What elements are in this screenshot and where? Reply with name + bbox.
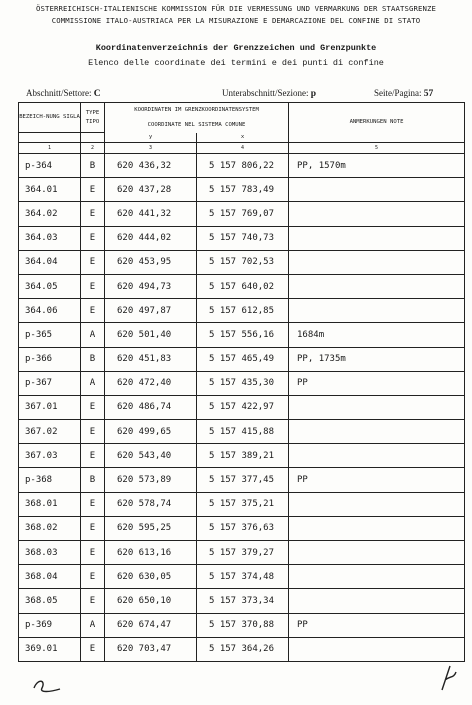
section-label: Unterabschnitt/Sezione:	[222, 88, 309, 98]
cell-note	[289, 299, 465, 323]
cell-sigla: 368.02	[19, 516, 81, 540]
cell-sigla: p-365	[19, 323, 81, 347]
cell-x: 5 157 376,63	[197, 516, 289, 540]
cell-sigla: 364.06	[19, 299, 81, 323]
cell-tipo: B	[81, 347, 105, 371]
cell-sigla: 368.04	[19, 565, 81, 589]
cell-tipo: A	[81, 371, 105, 395]
sector-label: Abschnitt/Settore:	[26, 88, 92, 98]
table-row	[19, 323, 465, 347]
cell-sigla: p-369	[19, 613, 81, 637]
cell-note: PP	[289, 371, 465, 395]
cell-x: 5 157 740,73	[197, 226, 289, 250]
cell-x: 5 157 702,53	[197, 250, 289, 274]
cell-y: 620 703,47	[105, 637, 197, 661]
cell-tipo: E	[81, 516, 105, 540]
col-header-tipo: TYPE TIPO	[81, 103, 105, 133]
cell-x: 5 157 375,21	[197, 492, 289, 516]
cell-x: 5 157 806,22	[197, 154, 289, 178]
col-header-sigla: BEZEICH-NUNG SIGLA	[19, 103, 81, 133]
cell-note	[289, 516, 465, 540]
col-header-note: ANMERKUNGEN NOTE	[289, 103, 465, 143]
cell-y: 620 486,74	[105, 395, 197, 419]
cell-sigla: 364.03	[19, 226, 81, 250]
cell-tipo: E	[81, 637, 105, 661]
cell-y: 620 578,74	[105, 492, 197, 516]
cell-sigla: 368.03	[19, 541, 81, 565]
cell-note: PP	[289, 613, 465, 637]
cell-x: 5 157 556,16	[197, 323, 289, 347]
table-row	[19, 516, 465, 540]
table-row	[19, 589, 465, 613]
cell-y: 620 472,40	[105, 371, 197, 395]
signature-left	[30, 676, 64, 696]
table-row	[19, 178, 465, 202]
cell-y: 620 573,89	[105, 468, 197, 492]
cell-sigla: 367.02	[19, 420, 81, 444]
table-row	[19, 468, 465, 492]
signature-right	[436, 662, 460, 694]
cell-note	[289, 492, 465, 516]
cell-note: PP, 1735m	[289, 347, 465, 371]
table-row	[19, 371, 465, 395]
commission-title-de: ÖSTERREICHISCH-ITALIENISCHE KOMMISSION FÜR DIE VERMESSUNG UND VERMARKUNG DER STAATSGRENZE	[36, 4, 436, 13]
table-row	[19, 541, 465, 565]
cell-note: 1684m	[289, 323, 465, 347]
cell-y: 620 453,95	[105, 250, 197, 274]
cell-y: 620 497,87	[105, 299, 197, 323]
cell-note	[289, 202, 465, 226]
cell-note	[289, 274, 465, 298]
cell-y: 620 674,47	[105, 613, 197, 637]
section-value: p	[310, 89, 317, 99]
cell-y: 620 437,28	[105, 178, 197, 202]
cell-tipo: B	[81, 154, 105, 178]
cell-x: 5 157 435,30	[197, 371, 289, 395]
cell-sigla: 367.01	[19, 395, 81, 419]
cell-note	[289, 541, 465, 565]
cell-note	[289, 420, 465, 444]
cell-y: 620 650,10	[105, 589, 197, 613]
cell-note: PP	[289, 468, 465, 492]
coordinates-table	[18, 102, 465, 662]
cell-tipo: E	[81, 178, 105, 202]
cell-tipo: E	[81, 250, 105, 274]
sector-value: C	[93, 89, 101, 99]
col-number: 5	[289, 143, 465, 154]
cell-note	[289, 250, 465, 274]
cell-tipo: E	[81, 444, 105, 468]
cell-tipo: E	[81, 420, 105, 444]
col-header-coordinates: KOORDINATEN IM GRENZKOORDINATENSYSTEM	[105, 103, 289, 119]
cell-tipo: A	[81, 323, 105, 347]
table-row	[19, 444, 465, 468]
cell-note: PP, 1570m	[289, 154, 465, 178]
cell-note	[289, 444, 465, 468]
table-row	[19, 202, 465, 226]
cell-x: 5 157 374,48	[197, 565, 289, 589]
cell-tipo: E	[81, 395, 105, 419]
cell-x: 5 157 373,34	[197, 589, 289, 613]
col-header-x: x	[197, 133, 289, 143]
cell-y: 620 444,02	[105, 226, 197, 250]
cell-sigla: 364.05	[19, 274, 81, 298]
cell-note	[289, 178, 465, 202]
col-number: 4	[197, 143, 289, 154]
cell-sigla: 367.03	[19, 444, 81, 468]
table-row	[19, 420, 465, 444]
cell-x: 5 157 769,07	[197, 202, 289, 226]
cell-note	[289, 589, 465, 613]
col-number: 1	[19, 143, 81, 154]
cell-tipo: A	[81, 613, 105, 637]
cell-x: 5 157 465,49	[197, 347, 289, 371]
cell-x: 5 157 422,97	[197, 395, 289, 419]
cell-y: 620 451,83	[105, 347, 197, 371]
table-row	[19, 226, 465, 250]
col-number: 3	[105, 143, 197, 154]
cell-tipo: E	[81, 492, 105, 516]
cell-x: 5 157 364,26	[197, 637, 289, 661]
cell-x: 5 157 377,45	[197, 468, 289, 492]
table-row	[19, 492, 465, 516]
document-title-it: Elenco delle coordinate dei termini e dei punti di confine	[88, 58, 384, 68]
cell-note	[289, 395, 465, 419]
cell-y: 620 595,25	[105, 516, 197, 540]
cell-sigla: 368.01	[19, 492, 81, 516]
cell-y: 620 630,05	[105, 565, 197, 589]
cell-y: 620 441,32	[105, 202, 197, 226]
table-row	[19, 250, 465, 274]
cell-tipo: E	[81, 226, 105, 250]
cell-x: 5 157 640,02	[197, 274, 289, 298]
cell-sigla: p-367	[19, 371, 81, 395]
cell-tipo: E	[81, 202, 105, 226]
page-value: 57	[423, 89, 434, 99]
cell-tipo: E	[81, 541, 105, 565]
table-row	[19, 637, 465, 661]
col-number: 2	[81, 143, 105, 154]
cell-sigla: 364.01	[19, 178, 81, 202]
commission-title-it: COMMISSIONE ITALO-AUSTRIACA PER LA MISURAZIONE E DEMARCAZIONE DEL CONFINE DI STATO	[51, 16, 421, 25]
col-header-coordinates-sub: COORDINATE NEL SISTEMA COMUNE	[105, 119, 289, 133]
table-row	[19, 565, 465, 589]
document-title-de: Koordinatenverzeichnis der Grenzzeichen und Grenzpunkte	[95, 43, 377, 53]
cell-note	[289, 226, 465, 250]
cell-sigla: p-366	[19, 347, 81, 371]
cell-x: 5 157 379,27	[197, 541, 289, 565]
cell-y: 620 436,32	[105, 154, 197, 178]
cell-x: 5 157 612,85	[197, 299, 289, 323]
cell-x: 5 157 783,49	[197, 178, 289, 202]
section-field	[222, 88, 316, 99]
cell-tipo: E	[81, 565, 105, 589]
cell-sigla: 364.04	[19, 250, 81, 274]
cell-sigla: 368.05	[19, 589, 81, 613]
page-field	[374, 88, 433, 99]
cell-y: 620 613,16	[105, 541, 197, 565]
sector-field	[26, 88, 101, 99]
table-row	[19, 395, 465, 419]
cell-x: 5 157 389,21	[197, 444, 289, 468]
col-header-y: y	[105, 133, 197, 143]
cell-note	[289, 637, 465, 661]
cell-y: 620 499,65	[105, 420, 197, 444]
cell-tipo: B	[81, 468, 105, 492]
cell-tipo: E	[81, 274, 105, 298]
table-row	[19, 347, 465, 371]
cell-tipo: E	[81, 589, 105, 613]
table-row	[19, 154, 465, 178]
cell-y: 620 501,40	[105, 323, 197, 347]
cell-note	[289, 565, 465, 589]
cell-sigla: 364.02	[19, 202, 81, 226]
table-row	[19, 274, 465, 298]
cell-tipo: E	[81, 299, 105, 323]
cell-sigla: 369.01	[19, 637, 81, 661]
page-label: Seite/Pagina:	[374, 88, 422, 98]
cell-y: 620 543,40	[105, 444, 197, 468]
table-row	[19, 299, 465, 323]
cell-x: 5 157 415,88	[197, 420, 289, 444]
cell-x: 5 157 370,88	[197, 613, 289, 637]
cell-y: 620 494,73	[105, 274, 197, 298]
cell-sigla: p-368	[19, 468, 81, 492]
table-row	[19, 613, 465, 637]
cell-sigla: p-364	[19, 154, 81, 178]
